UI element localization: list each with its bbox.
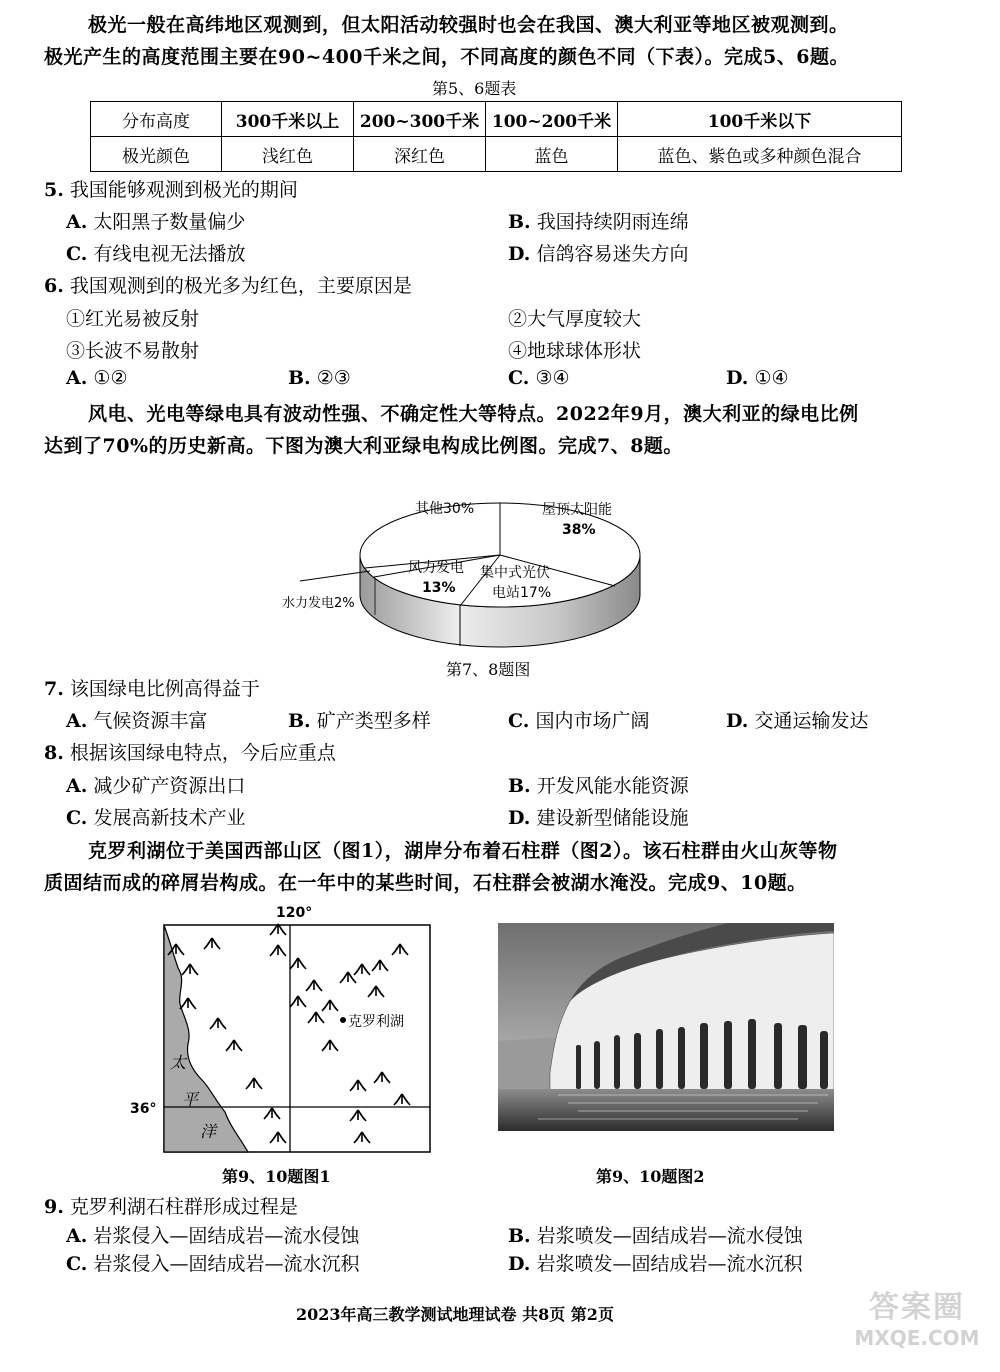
option-7b[interactable] bbox=[288, 706, 431, 733]
option-text: 国内市场广阔 bbox=[535, 710, 650, 732]
option-6a[interactable] bbox=[66, 367, 127, 389]
stone-column-photo bbox=[498, 923, 834, 1131]
table-cell: 蓝色、紫色或多种颜色混合 bbox=[618, 137, 902, 172]
question-number: 7. bbox=[44, 678, 64, 700]
slice-label-central-pv-1: 集中式光伏 bbox=[480, 565, 550, 581]
option-letter: A. bbox=[66, 367, 88, 389]
slice-label-wind-2: 13% bbox=[422, 580, 456, 596]
option-letter: D. bbox=[726, 710, 749, 732]
intro-paragraph-1-line2: 极光产生的高度范围主要在90~400千米之间，不同高度的颜色不同（下表）。完成5、6题。 bbox=[44, 46, 849, 68]
option-letter: D. bbox=[508, 807, 531, 829]
question-stem: 克罗利湖石柱群形成过程是 bbox=[69, 1196, 298, 1218]
option-text: 发展高新技术产业 bbox=[93, 807, 246, 829]
lake-crowley-label: 克罗利湖 bbox=[348, 1014, 404, 1030]
option-letter: B. bbox=[288, 367, 311, 389]
table-cell: 蓝色 bbox=[486, 137, 618, 172]
option-8c[interactable] bbox=[66, 803, 245, 830]
chart-caption: 第7、8题图 bbox=[446, 660, 531, 679]
table-cell: 200~300千米 bbox=[354, 102, 486, 137]
option-text: 岩浆侵入—固结成岩—流水沉积 bbox=[93, 1253, 360, 1275]
question-number: 5. bbox=[44, 179, 64, 201]
intro-paragraph-1-line1: 极光一般在高纬地区观测到，但太阳活动较强时也会在我国、澳大利亚等地区被观测到。 bbox=[88, 14, 849, 36]
aurora-table bbox=[90, 101, 902, 172]
table-cell: 极光颜色 bbox=[91, 137, 222, 172]
watermark-url: MXQE.COM bbox=[854, 1326, 980, 1350]
option-letter: A. bbox=[66, 1225, 88, 1247]
option-text: 岩浆喷发—固结成岩—流水沉积 bbox=[536, 1253, 803, 1275]
table-cell: 分布高度 bbox=[91, 102, 222, 137]
option-letter: B. bbox=[288, 710, 311, 732]
option-8b[interactable] bbox=[508, 771, 689, 798]
option-text: 有线电视无法播放 bbox=[93, 243, 246, 265]
ocean-char: 洋 bbox=[200, 1122, 217, 1141]
statement-item: ②大气厚度较大 bbox=[508, 308, 642, 330]
option-letter: C. bbox=[66, 1253, 88, 1275]
intro-paragraph-3-line1: 克罗利湖位于美国西部山区（图1），湖岸分布着石柱群（图2）。该石柱群由火山灰等物 bbox=[88, 840, 838, 862]
slice-value-rooftop-solar: 38% bbox=[562, 522, 596, 538]
table-cell: 深红色 bbox=[354, 137, 486, 172]
option-text: 建设新型储能设施 bbox=[536, 807, 689, 829]
intro-paragraph-3-line2: 质固结而成的碎屑岩构成。在一年中的某些时间，石柱群会被湖水淹没。完成9、10题。 bbox=[44, 872, 807, 894]
green-power-pie-chart bbox=[270, 465, 670, 655]
slice-label-wind-1: 风力发电 bbox=[408, 560, 464, 576]
option-6d[interactable] bbox=[726, 367, 789, 389]
option-text: 信鸽容易迷失方向 bbox=[536, 243, 689, 265]
option-letter: B. bbox=[508, 1225, 531, 1247]
option-text: ③④ bbox=[535, 367, 570, 389]
slice-label-hydro: 水力发电2% bbox=[282, 596, 355, 611]
option-text: ②③ bbox=[316, 367, 351, 389]
question-stem: 根据该国绿电特点，今后应重点 bbox=[69, 742, 336, 764]
option-letter: A. bbox=[66, 775, 88, 797]
option-6c[interactable] bbox=[508, 367, 570, 389]
option-letter: B. bbox=[508, 775, 531, 797]
table-caption: 第5、6题表 bbox=[432, 79, 517, 98]
question-6 bbox=[44, 271, 412, 298]
option-6b[interactable] bbox=[288, 367, 351, 389]
intro-paragraph-2-line1: 风电、光电等绿电具有波动性强、不确定性大等特点。2022年9月，澳大利亚的绿电比例 bbox=[88, 403, 859, 425]
slice-label-other: 其他30% bbox=[415, 501, 475, 517]
slice-label-central-pv-2: 电站17% bbox=[492, 585, 552, 601]
option-letter: B. bbox=[508, 211, 531, 233]
option-text: 岩浆侵入—固结成岩—流水侵蚀 bbox=[93, 1225, 360, 1247]
option-8a[interactable] bbox=[66, 771, 245, 798]
option-text: 气候资源丰富 bbox=[93, 710, 208, 732]
question-number: 9. bbox=[44, 1196, 64, 1218]
question-7 bbox=[44, 674, 260, 701]
option-letter: A. bbox=[66, 710, 88, 732]
question-5 bbox=[44, 175, 298, 202]
table-cell: 浅红色 bbox=[222, 137, 354, 172]
lake-crowley-marker bbox=[340, 1017, 346, 1023]
table-row bbox=[91, 102, 902, 137]
ocean-char: 太 bbox=[170, 1053, 187, 1072]
option-letter: D. bbox=[508, 1253, 531, 1275]
option-letter: A. bbox=[66, 211, 88, 233]
option-7a[interactable] bbox=[66, 706, 207, 733]
page-footer: 2023年高三教学测试地理试卷 共8页 第2页 bbox=[296, 1305, 614, 1324]
watermark-logo bbox=[842, 1282, 992, 1350]
figure2-caption: 第9、10题图2 bbox=[596, 1167, 705, 1186]
option-8d[interactable] bbox=[508, 803, 688, 830]
option-letter: C. bbox=[508, 367, 530, 389]
option-letter: D. bbox=[508, 243, 531, 265]
option-letter: C. bbox=[66, 243, 88, 265]
question-stem: 我国能够观测到极光的期间 bbox=[69, 179, 298, 201]
table-cell: 100千米以下 bbox=[618, 102, 902, 137]
option-text: 我国持续阴雨连绵 bbox=[536, 211, 689, 233]
option-text: 矿产类型多样 bbox=[316, 710, 431, 732]
statement-item: ③长波不易散射 bbox=[66, 340, 200, 362]
intro-paragraph-2-line2: 达到了70%的历史新高。下图为澳大利亚绿电构成比例图。完成7、8题。 bbox=[44, 435, 683, 457]
option-letter: D. bbox=[726, 367, 749, 389]
option-5c[interactable] bbox=[66, 239, 245, 266]
option-letter: C. bbox=[66, 807, 88, 829]
table-row bbox=[91, 137, 902, 172]
question-9 bbox=[44, 1192, 298, 1219]
option-9d[interactable] bbox=[508, 1249, 802, 1276]
question-number: 8. bbox=[44, 742, 64, 764]
option-letter: C. bbox=[508, 710, 530, 732]
table-cell: 100~200千米 bbox=[486, 102, 618, 137]
option-text: 减少矿产资源出口 bbox=[93, 775, 246, 797]
option-5d[interactable] bbox=[508, 239, 688, 266]
option-9b[interactable] bbox=[508, 1221, 803, 1248]
watermark-text: 答案圈 bbox=[869, 1290, 965, 1325]
lon-label: 120° bbox=[276, 905, 313, 921]
option-text: ①② bbox=[93, 367, 128, 389]
lake-crowley-map bbox=[130, 900, 440, 1160]
question-number: 6. bbox=[44, 275, 64, 297]
question-stem: 我国观测到的极光多为红色，主要原因是 bbox=[69, 275, 412, 297]
option-7d[interactable] bbox=[726, 706, 868, 733]
option-text: 开发风能水能资源 bbox=[536, 775, 689, 797]
option-5b[interactable] bbox=[508, 207, 689, 234]
statement-item: ①红光易被反射 bbox=[66, 308, 200, 330]
option-5a[interactable] bbox=[66, 207, 245, 234]
option-9a[interactable] bbox=[66, 1221, 359, 1248]
table-cell: 300千米以上 bbox=[222, 102, 354, 137]
statement-item: ④地球球体形状 bbox=[508, 340, 642, 362]
option-text: 岩浆喷发—固结成岩—流水侵蚀 bbox=[536, 1225, 803, 1247]
option-text: 太阳黑子数量偏少 bbox=[93, 211, 246, 233]
option-text: 交通运输发达 bbox=[754, 710, 869, 732]
question-stem: 该国绿电比例高得益于 bbox=[69, 678, 260, 700]
option-9c[interactable] bbox=[66, 1249, 359, 1276]
slice-label-rooftop-solar: 屋顶太阳能 bbox=[542, 502, 612, 518]
question-8 bbox=[44, 738, 336, 765]
option-7c[interactable] bbox=[508, 706, 649, 733]
ocean-char: 平 bbox=[182, 1090, 199, 1109]
lat-label: 36° bbox=[130, 1101, 157, 1117]
figure1-caption: 第9、10题图1 bbox=[222, 1167, 331, 1186]
option-text: ①④ bbox=[754, 367, 789, 389]
